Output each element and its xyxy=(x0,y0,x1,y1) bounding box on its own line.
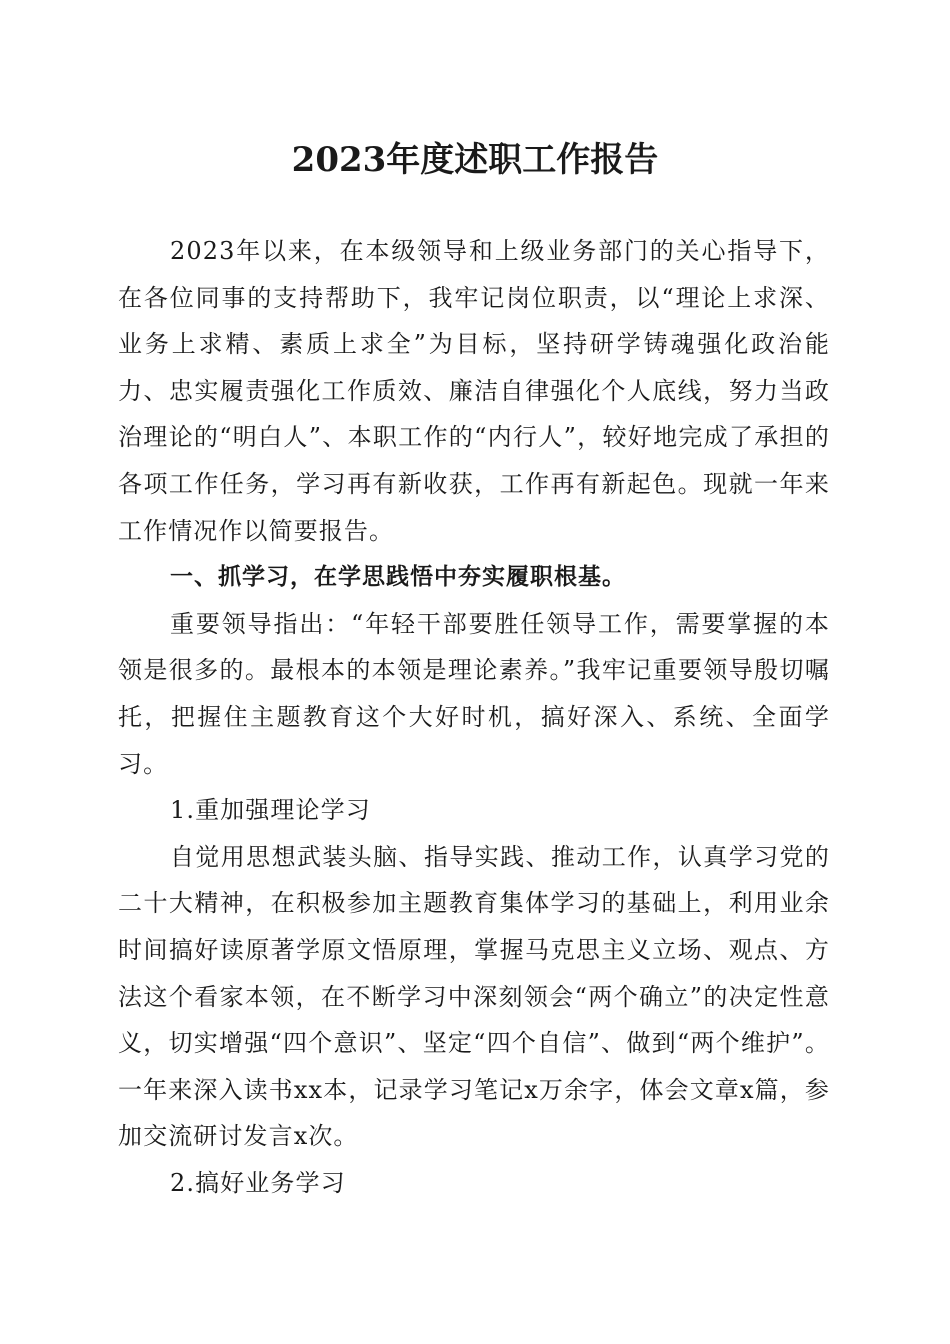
document-body xyxy=(118,228,830,1206)
item-1-paragraph: 自觉用思想武装头脑、指导实践、推动工作，认真学习党的二十大精神，在积极参加主题教育集体学习的基础上，利用业余时间搞好读原著学原文悟原理，掌握马克思主义立场、观点、方法这个看家本领，在不断学习中深刻领会“两个确立”的决定性意义，切实增强“四个意识”、坚定“四个自信”、做到“两个维护”。一年来深入读书xx本，记录学习笔记x万余字，体会文章x篇，参加交流研讨发言x次。 xyxy=(118,842,830,1151)
section-1-intro-paragraph: 重要领导指出：“年轻干部要胜任领导工作，需要掌握的本领是很多的。最根本的本领是理论素养。”我牢记重要领导殷切嘱托，把握住主题教育这个大好时机，搞好深入、系统、全面学习。 xyxy=(118,609,830,778)
item-2-title: 2.搞好业务学习 xyxy=(170,1168,346,1197)
intro-paragraph: 2023年以来，在本级领导和上级业务部门的关心指导下，在各位同事的支持帮助下，我牢记岗位职责，以“理论上求深、业务上求精、素质上求全”为目标，坚持研学铸魂强化政治能力、忠实履责强化工作质效、廉洁自律强化个人底线，努力当政治理论的“明白人”、本职工作的“内行人”，较好地完成了承担的各项工作任务，学习再有新收获，工作再有新起色。现就一年来工作情况作以简要报告。 xyxy=(118,237,830,545)
section-1-heading: 一、抓学习，在学思践悟中夯实履职根基。 xyxy=(170,564,626,591)
item-1-title: 1.重加强理论学习 xyxy=(170,796,371,825)
document-title: 2023年度述职工作报告 xyxy=(291,140,659,180)
